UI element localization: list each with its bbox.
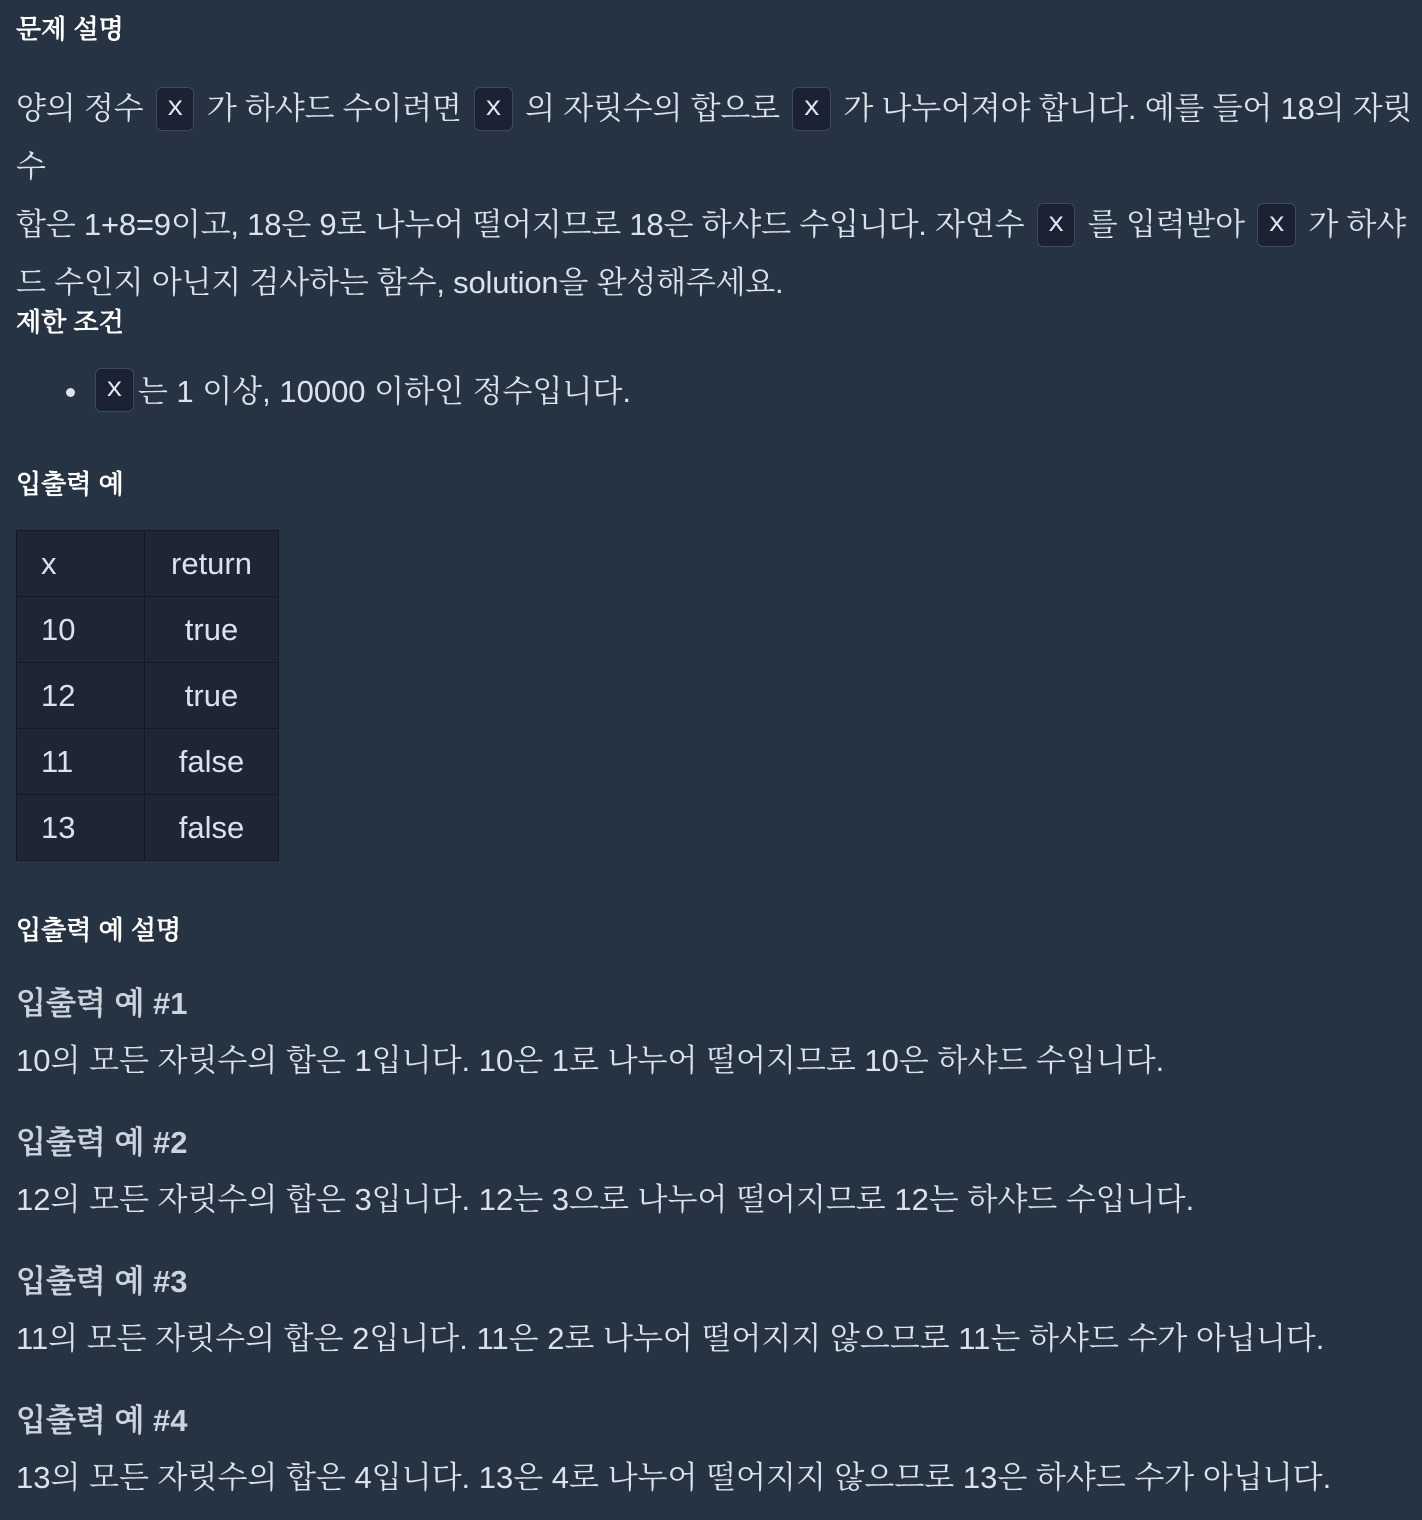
example-title: 입출력 예 #2 xyxy=(16,1125,188,1160)
problem-description-text xyxy=(16,80,1416,312)
desc-text: 가 나누어져야 합니다. 예를 들어 18의 자릿수 xyxy=(16,91,1413,184)
cell-x: 13 xyxy=(17,795,145,861)
code-var-x: x xyxy=(156,87,195,131)
example-text: 12의 모든 자릿수의 합은 3입니다. 12는 3으로 나누어 떨어지므로 12는 하샤드 수입니다. xyxy=(16,1182,1195,1217)
cell-x: 12 xyxy=(17,663,145,729)
desc-text: 가 하샤 xyxy=(1308,207,1407,242)
code-var-x: x xyxy=(1037,203,1076,247)
table-row xyxy=(17,663,279,729)
column-header-x: x xyxy=(17,531,145,597)
example-text: 13의 모든 자릿수의 합은 4입니다. 13은 4로 나누어 떨어지지 않으므로 13은 하샤드 수가 아닙니다. xyxy=(16,1460,1332,1495)
example-text: 11의 모든 자릿수의 합은 2입니다. 11은 2로 나누어 떨어지지 않으므로 11는 하샤드 수가 아닙니다. xyxy=(16,1321,1325,1356)
desc-text: 합은 1+8=9이고, 18은 9로 나누어 떨어지므로 18은 하샤드 수입니다. 자연수 xyxy=(16,207,1025,242)
code-var-x: x xyxy=(474,87,513,131)
code-var-x: x xyxy=(792,87,831,131)
constraints-heading: 제한 조건 xyxy=(16,307,124,337)
column-header-return: return xyxy=(145,531,279,597)
cell-x: 11 xyxy=(17,729,145,795)
constraint-text: 는 1 이상, 10000 이하인 정수입니다. xyxy=(137,374,631,409)
example-title: 입출력 예 #4 xyxy=(16,1403,188,1438)
desc-text: 를 입력받아 xyxy=(1087,207,1245,242)
desc-text: 양의 정수 xyxy=(16,91,144,126)
table-row xyxy=(17,729,279,795)
code-var-x: x xyxy=(95,368,134,412)
example-title: 입출력 예 #3 xyxy=(16,1264,188,1299)
cell-return: false xyxy=(145,795,279,861)
cell-return: true xyxy=(145,597,279,663)
constraint-item xyxy=(66,368,631,416)
cell-x: 10 xyxy=(17,597,145,663)
desc-text: 의 자릿수의 합으로 xyxy=(525,91,780,126)
cell-return: true xyxy=(145,663,279,729)
table-row xyxy=(17,795,279,861)
io-example-table xyxy=(16,530,279,861)
cell-return: false xyxy=(145,729,279,795)
code-var-x: x xyxy=(1257,203,1296,247)
table-header-row xyxy=(17,531,279,597)
problem-description-heading: 문제 설명 xyxy=(16,14,124,44)
io-example-heading: 입출력 예 xyxy=(16,469,124,499)
bullet-icon xyxy=(66,388,75,397)
io-explanation-heading: 입출력 예 설명 xyxy=(16,915,182,945)
desc-text: 드 수인지 아닌지 검사하는 함수, solution을 완성해주세요. xyxy=(16,265,784,300)
table-row xyxy=(17,597,279,663)
example-title: 입출력 예 #1 xyxy=(16,986,188,1021)
example-text: 10의 모든 자릿수의 합은 1입니다. 10은 1로 나누어 떨어지므로 10은 하샤드 수입니다. xyxy=(16,1043,1165,1078)
desc-text: 가 하샤드 수이려면 xyxy=(206,91,462,126)
